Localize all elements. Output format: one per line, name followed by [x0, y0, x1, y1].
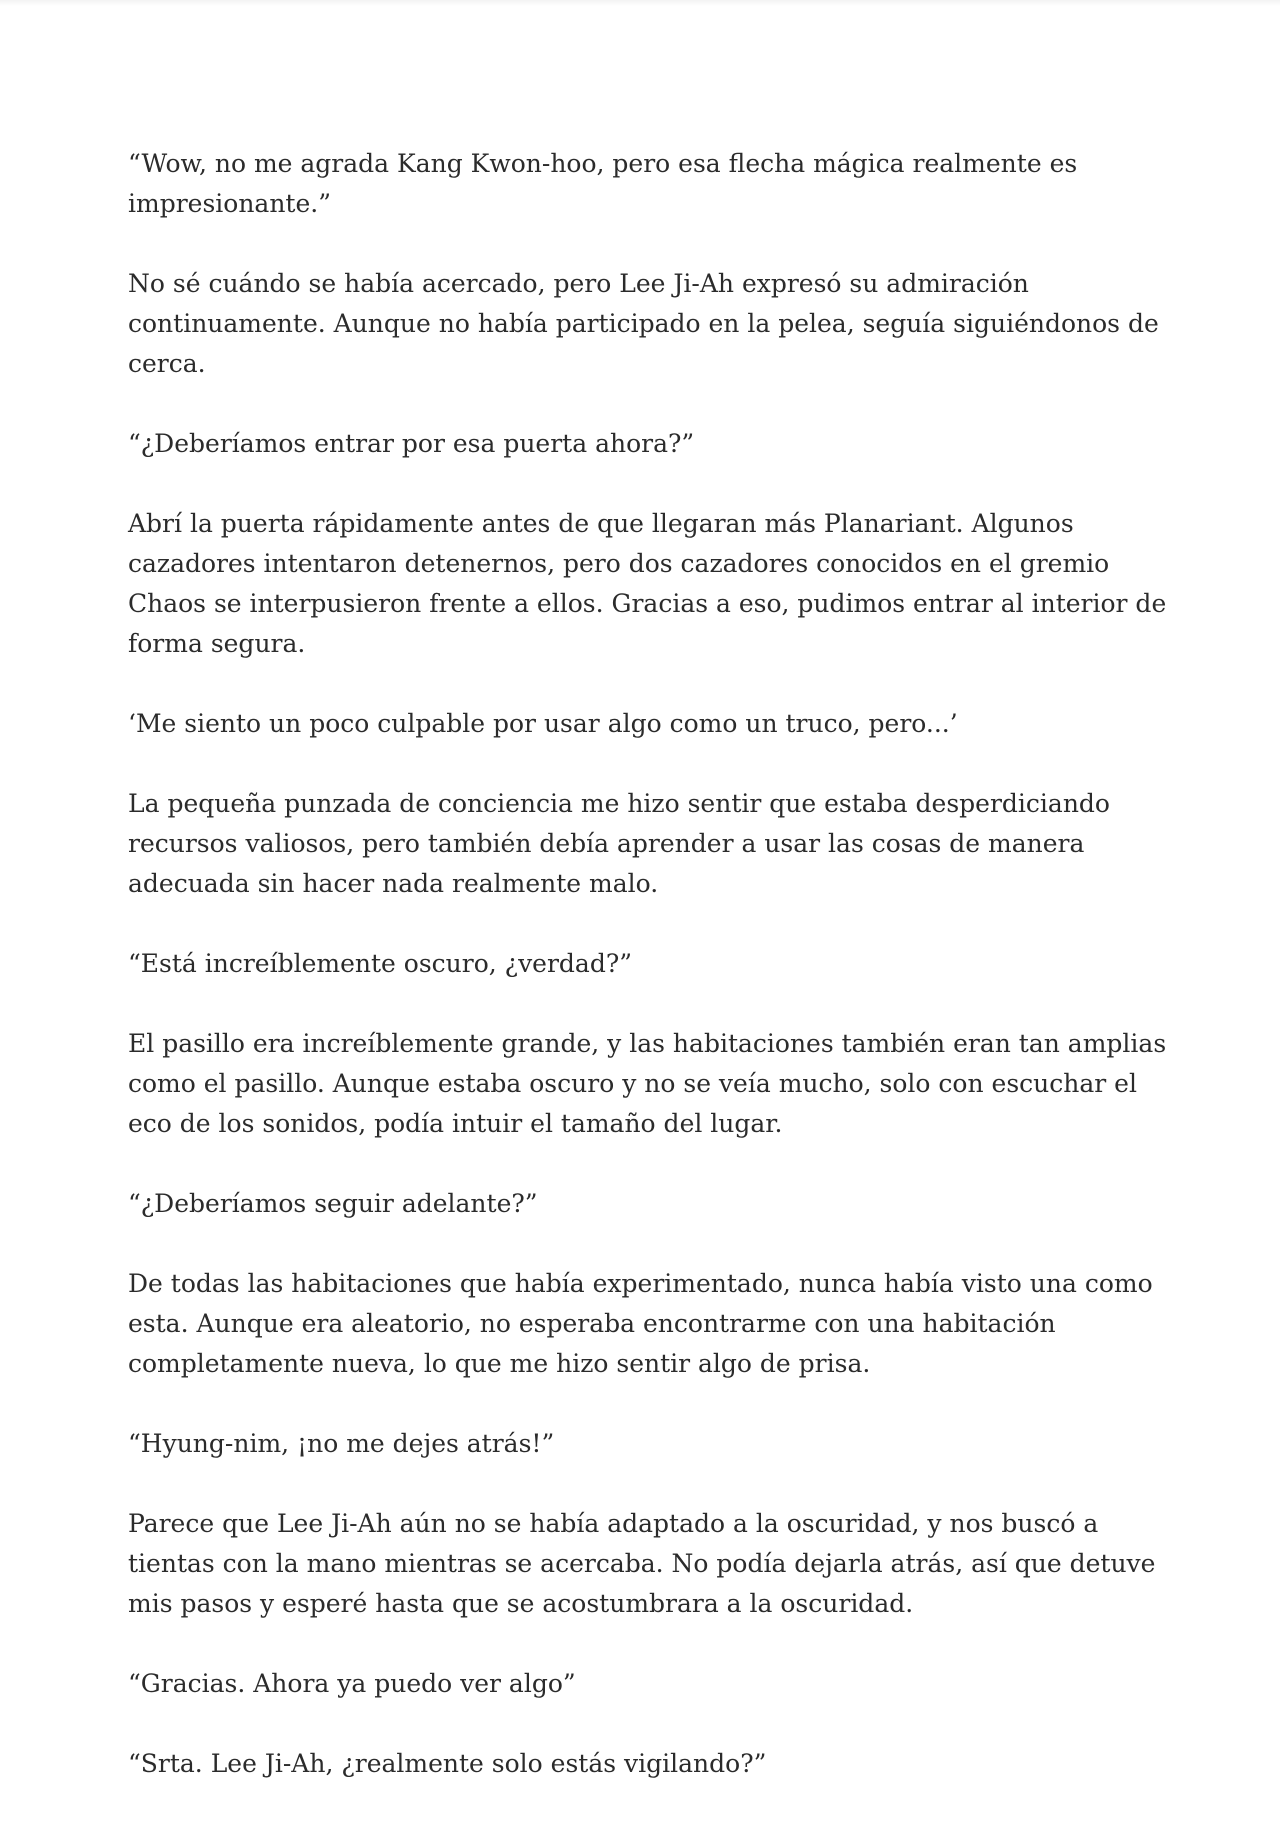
paragraph: “Srta. Lee Ji-Ah, ¿realmente solo estás vigilando?”: [128, 1749, 767, 1778]
paragraph: Parece que Lee Ji-Ah aún no se había adaptado a la oscuridad, y nos buscó a tientas con la mano mientras se acercaba. No podía dejarla atrás, así que detuve mis pasos y esperé hasta que se acostumbrara a la oscuridad.: [128, 1509, 1156, 1618]
paragraph: “¿Deberíamos seguir adelante?”: [128, 1189, 538, 1218]
paragraph: No sé cuándo se había acercado, pero Lee Ji-Ah expresó su admiración continuamente. Aunque no había participado en la pelea, seguía siguiéndonos de cerca.: [128, 269, 1159, 378]
paragraph: La pequeña punzada de conciencia me hizo sentir que estaba desperdiciando recursos valiosos, pero también debía aprender a usar las cosas de manera adecuada sin hacer nada realmente malo.: [128, 789, 1110, 898]
paragraph: Abrí la puerta rápidamente antes de que llegaran más Planariant. Algunos cazadores intentaron detenernos, pero dos cazadores conocidos en el gremio Chaos se interpusieron frente a ellos. Gracias a eso, pudimos entrar al interior de forma segura.: [128, 509, 1167, 658]
page-top-edge: [0, 0, 1280, 6]
paragraph: “Está increíblemente oscuro, ¿verdad?”: [128, 949, 633, 978]
paragraph: El pasillo era increíblemente grande, y las habitaciones también eran tan amplias como el pasillo. Aunque estaba oscuro y no se veía mucho, solo con escuchar el eco de los sonidos, podía intuir el tamaño del lugar.: [128, 1029, 1167, 1138]
paragraph: “¿Deberíamos entrar por esa puerta ahora?”: [128, 429, 695, 458]
document-body: [128, 144, 1168, 1824]
paragraph: ‘Me siento un poco culpable por usar algo como un truco, pero...’: [128, 709, 958, 738]
paragraph: “Hyung-nim, ¡no me dejes atrás!”: [128, 1429, 555, 1458]
paragraph: “Wow, no me agrada Kang Kwon-hoo, pero esa flecha mágica realmente es impresionante.”: [128, 149, 1078, 218]
paragraph: De todas las habitaciones que había experimentado, nunca había visto una como esta. Aunque era aleatorio, no esperaba encontrarme con una habitación completamente nueva, lo que me hizo sentir algo de prisa.: [128, 1269, 1153, 1378]
paragraph: “Gracias. Ahora ya puedo ver algo”: [128, 1669, 576, 1698]
